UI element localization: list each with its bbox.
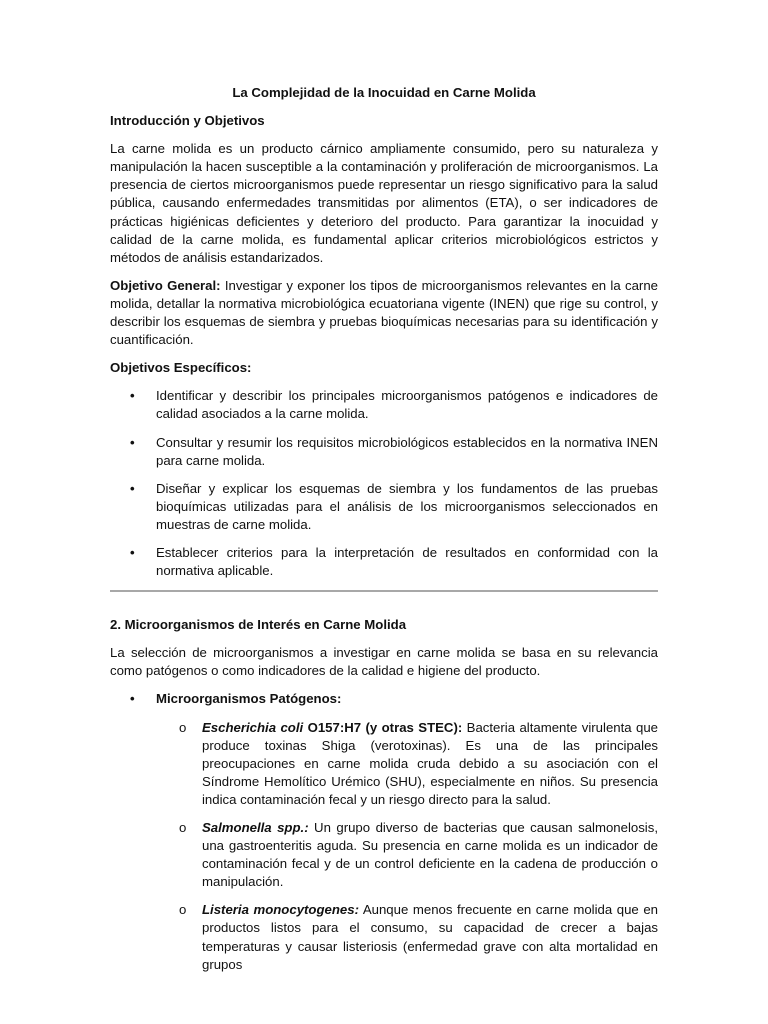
list-item — [110, 719, 658, 809]
list-item — [110, 901, 658, 973]
general-objective-label: Objetivo General: — [110, 277, 221, 293]
pathogens-list — [110, 690, 658, 708]
section-2-paragraph: La selección de microorganismos a investigar en carne molida se basa en su relevancia como patógenos o como indicadores de la calidad e higiene del producto. — [110, 645, 658, 679]
specific-objectives-list — [110, 387, 658, 580]
organism-description: Un grupo diverso de bacterias que causan salmonelosis, una gastroenteritis aguda. Su presencia en carne molida es un indicador de contaminación fecal y de un control deficiente en la cadena de producción o manipulación. — [202, 820, 658, 890]
organism-description: Aunque menos frecuente en carne molida que en productos listos para el consumo, su capacidad de crecer a bajas temperaturas y causar listeriosis (enfermedad grave con alta mortalidad en grupos — [202, 902, 659, 972]
list-item — [110, 480, 658, 534]
bullet-icon: • — [130, 544, 135, 560]
organism-name-rest: O157:H7 (y otras STEC): — [303, 719, 463, 735]
intro-heading: Introducción y Objetivos — [110, 113, 265, 129]
list-item — [110, 434, 658, 470]
general-objective — [110, 277, 658, 349]
intro-paragraph: La carne molida es un producto cárnico ampliamente consumido, pero su naturaleza y manipulación la hacen susceptible a la contaminación y proliferación de microorganismos. La presencia de ciertos microorganismos puede representar un riesgo significativo para la salud pública, causando enfermedades transmitidas por alimentos (ETA), o ser indicadores de prácticas higiénicas deficientes y deterioro del producto. Para garantizar la inocuidad y calidad de la carne molida, es fundamental aplicar criterios microbiológicos estrictos y métodos de análisis estandarizados. — [110, 141, 658, 265]
organism-name: Salmonella spp.: — [202, 820, 309, 835]
list-item-text: Establecer criterios para la interpretación de resultados en conformidad con la normativa aplicable. — [156, 544, 658, 579]
list-item-text: Diseñar y explicar los esquemas de siembra y los fundamentos de las pruebas bioquímicas utilizadas para el análisis de los microorganismos seleccionados en muestras de carne molida. — [156, 480, 658, 532]
list-item-text: Consultar y resumir los requisitos microbiológicos establecidos en la normativa INEN para carne molida. — [156, 434, 658, 468]
bullet-icon: • — [130, 480, 135, 496]
pathogens-label: Microorganismos Patógenos: — [156, 691, 342, 707]
bullet-icon: • — [130, 691, 135, 707]
bullet-icon: • — [130, 434, 135, 450]
document-page — [110, 84, 658, 984]
circle-bullet-icon: o — [179, 902, 187, 918]
list-item-text: Identificar y describir los principales microorganismos patógenos e indicadores de calidad asociados a la carne molida. — [156, 388, 658, 422]
list-item — [110, 819, 658, 891]
list-item — [110, 690, 658, 708]
general-objective-text: Investigar y exponer los tipos de microorganismos relevantes en la carne molida, detallar la normativa microbiológica ecuatoriana vigente (INEN) que rige su control, y describir los esquemas de siembra y pruebas bioquímicas necesarias para su identificación y cuantificación. — [110, 277, 658, 348]
specific-objectives-heading: Objetivos Específicos: — [110, 360, 252, 376]
document-title: La Complejidad de la Inocuidad en Carne Molida — [232, 85, 536, 100]
list-item — [110, 387, 658, 423]
bullet-icon: • — [130, 388, 135, 404]
circle-bullet-icon: o — [179, 820, 187, 835]
circle-bullet-icon: o — [179, 719, 187, 735]
organism-description: Bacteria altamente virulenta que produce toxinas Shiga (verotoxinas). Es una de las principales preocupaciones en carne molida cruda debido a su asociación con el Síndrome Hemolítico Urémico (SHU), especialmente en niños. Su presencia indica contaminación fecal y un riesgo directo para la salud. — [202, 719, 659, 807]
organism-name: Escherichia coli — [202, 719, 304, 735]
list-item — [110, 544, 658, 580]
section-2-heading: 2. Microorganismos de Interés en Carne Molida — [110, 617, 407, 633]
organism-name: Listeria monocytogenes: — [202, 902, 359, 918]
horizontal-divider — [110, 590, 658, 592]
pathogens-sublist — [110, 719, 658, 974]
